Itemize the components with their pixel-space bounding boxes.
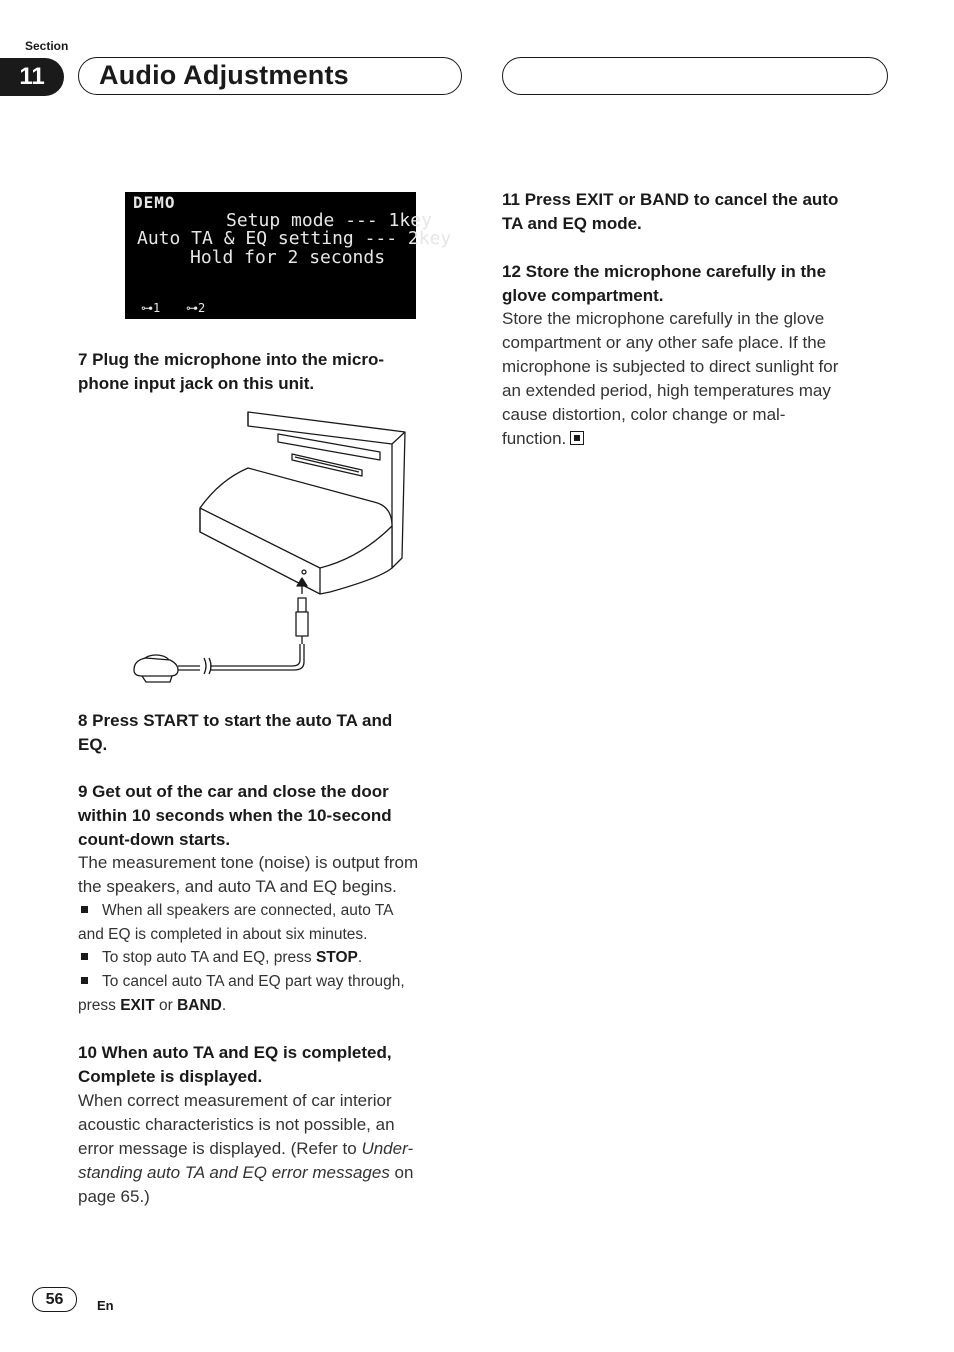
step8-heading: [78, 709, 392, 757]
demo-display-screen: [125, 192, 452, 319]
section-number-badge: 11: [0, 58, 64, 96]
step10-body-line4: on: [389, 1163, 414, 1182]
note3-pre: press: [78, 997, 121, 1014]
note3-line1: To cancel auto TA and EQ part way through,: [102, 973, 405, 990]
section-label: Section: [25, 39, 69, 53]
step9-heading-line1: 9 Get out of the car and close the door: [78, 782, 389, 801]
step9-body-line1: The measurement tone (noise) is output from: [78, 853, 419, 872]
note3-key-exit: EXIT: [120, 997, 155, 1014]
step10-heading-line1: 10 When auto TA and EQ is completed,: [78, 1043, 392, 1062]
step12-body-line2: compartment or any other safe place. If the: [502, 333, 827, 352]
note-cancel: [78, 970, 405, 1018]
note-stop: [78, 946, 362, 970]
note3-key-band: BAND: [177, 997, 222, 1014]
language-label: En: [97, 1298, 114, 1313]
display-line-3: Hold for 2 seconds: [190, 247, 386, 268]
step12-body-line3: microphone is subjected to direct sunlight for: [502, 357, 839, 376]
bullet-square-icon: [81, 953, 88, 960]
display-key-1: ⊶1: [141, 301, 161, 315]
step11-heading-line1: 11 Press EXIT or BAND to cancel the auto: [502, 190, 839, 209]
step10-body-line3: error message is displayed. (Refer to: [78, 1139, 362, 1158]
step11-heading: [502, 188, 838, 236]
note1-line2: and EQ is completed in about six minutes.: [78, 926, 368, 943]
demo-badge: DEMO: [133, 193, 176, 212]
step8-heading-line2: EQ.: [78, 735, 108, 754]
step10-body-line5: page 65.): [78, 1187, 150, 1206]
step10-body: [78, 1089, 413, 1209]
bullet-square-icon: [81, 977, 88, 984]
title-frame: [78, 57, 462, 95]
step10-heading-line2: Complete is displayed.: [78, 1067, 263, 1086]
step8-heading-line1: 8 Press START to start the auto TA and: [78, 711, 393, 730]
page-number: 56: [32, 1287, 77, 1312]
step12-body-line1: Store the microphone carefully in the glove: [502, 309, 825, 328]
note3-mid: or: [154, 997, 178, 1014]
bullet-square-icon: [81, 906, 88, 913]
step7-heading: [78, 348, 384, 396]
step12-heading: [502, 260, 826, 308]
step10-body-line2: acoustic characteristics is not possible, an: [78, 1115, 395, 1134]
right-title-frame: [502, 57, 888, 95]
step12-body: [502, 307, 838, 451]
end-of-section-icon: [570, 431, 584, 445]
step9-heading-line2: within 10 seconds when the 10-second: [78, 806, 392, 825]
step9-body: [78, 851, 418, 899]
display-key-2: ⊶2: [186, 301, 206, 315]
note3-end: .: [221, 997, 227, 1014]
step12-body-line5: cause distortion, color change or mal-: [502, 405, 786, 424]
note1-line1: When all speakers are connected, auto TA: [102, 902, 394, 919]
step10-body-line4-italic: standing auto TA and EQ error messages: [78, 1163, 390, 1182]
display-line-1: Setup mode --- 1key: [226, 210, 432, 231]
note2-text: To stop auto TA and EQ, press: [102, 949, 316, 966]
step9-body-line2: the speakers, and auto TA and EQ begins.: [78, 877, 397, 896]
note-all-speakers: [78, 899, 394, 947]
step12-heading-line1: 12 Store the microphone carefully in the: [502, 262, 827, 281]
step12-body-line6: function.: [502, 429, 567, 448]
head-unit-microphone-illustration: [130, 408, 410, 686]
step9-heading-line3: count-down starts.: [78, 830, 231, 849]
step10-body-line3-italic: Under-: [361, 1139, 414, 1158]
step12-body-line4: an extended period, high temperatures may: [502, 381, 831, 400]
step12-heading-line2: glove compartment.: [502, 286, 664, 305]
display-line-2: Auto TA & EQ setting --- 2key: [137, 228, 452, 249]
step10-heading: [78, 1041, 392, 1089]
step9-heading: [78, 780, 392, 852]
step10-body-line1: When correct measurement of car interior: [78, 1091, 392, 1110]
page-title: Audio Adjustments: [99, 60, 349, 90]
step7-heading-line2: phone input jack on this unit.: [78, 374, 315, 393]
step7-heading-line1: 7 Plug the microphone into the micro-: [78, 350, 385, 369]
step11-heading-line2: TA and EQ mode.: [502, 214, 642, 233]
note2-end: .: [357, 949, 363, 966]
note2-key: STOP: [315, 949, 358, 966]
